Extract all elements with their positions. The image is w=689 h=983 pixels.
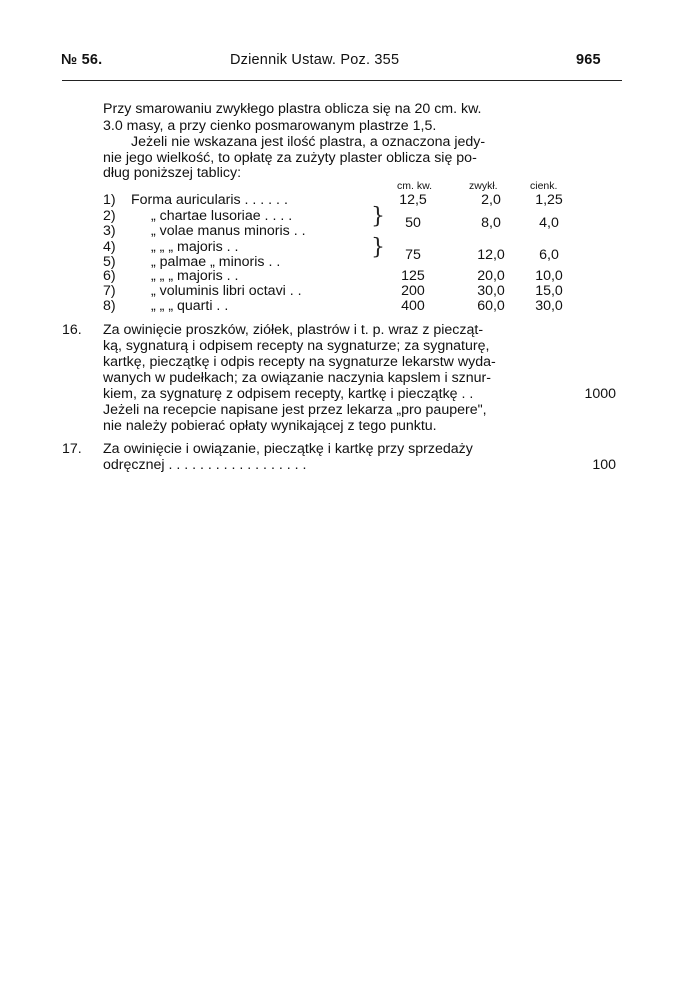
brace-rows-4-5: } <box>371 235 385 260</box>
row-cm: 125 <box>401 268 425 284</box>
row-cienk: 1,25 <box>535 192 563 208</box>
row-zwykl: 60,0 <box>477 298 505 314</box>
row-index: 1) <box>103 192 116 208</box>
col-header-cienk: cienk. <box>530 180 558 192</box>
row-index: 6) <box>103 268 116 284</box>
row-cienk: 30,0 <box>535 298 563 314</box>
page-number: 965 <box>576 52 601 68</box>
row-label: Forma auricularis . . . . . . <box>131 192 288 208</box>
item-17-line-1: Za owinięcie i owiązanie, pieczątkę i kartkę przy sprzedaży <box>103 441 473 457</box>
item-16-line-5: kiem, za sygnaturę z odpisem recepty, kartkę i pieczątkę . . <box>103 386 474 402</box>
item-16-line-1: Za owinięcie proszków, ziółek, plastrów i t. p. wraz z piecząt- <box>103 322 484 338</box>
row-cienk: 15,0 <box>535 283 563 299</box>
row-label: „ „ „ quarti . . <box>151 298 229 314</box>
issue-number: № 56. <box>61 52 103 68</box>
row-zwykl: 8,0 <box>481 215 501 231</box>
row-index: 8) <box>103 298 116 314</box>
row-zwykl: 20,0 <box>477 268 505 284</box>
row-zwykl: 12,0 <box>477 247 505 263</box>
row-cm: 12,5 <box>399 192 427 208</box>
row-index: 2) <box>103 208 116 224</box>
row-label: „ palmae „ minoris . . <box>151 254 281 270</box>
item-17-number: 17. <box>62 441 82 457</box>
item-16-line-7: nie należy pobierać opłaty wynikającej z tego punktu. <box>103 418 437 434</box>
col-header-cm: cm. kw. <box>397 180 433 192</box>
intro-line-3: Jeżeli nie wskazana jest ilość plastra, a oznaczona jedy- <box>131 134 486 150</box>
intro-line-4: nie jego wielkość, to opłatę za zużyty plaster oblicza się po- <box>103 150 477 166</box>
row-label: „ voluminis libri octavi . . <box>151 283 302 299</box>
item-16-line-6: Jeżeli na recepcie napisane jest przez lekarza „pro paupere", <box>103 402 487 418</box>
row-index: 7) <box>103 283 116 299</box>
col-header-zwykl: zwykł. <box>469 180 498 192</box>
row-index: 5) <box>103 254 116 270</box>
row-index: 4) <box>103 239 116 255</box>
row-zwykl: 30,0 <box>477 283 505 299</box>
journal-title: Dziennik Ustaw. Poz. 355 <box>230 52 400 68</box>
item-16-line-4: wanych w pudełkach; za owiązanie naczynia kapslem i sznur- <box>103 370 491 386</box>
intro-line-5: dług poniższej tablicy: <box>103 165 242 181</box>
intro-line-2: 3.0 masy, a przy cienko posmarowanym plastrze 1,5. <box>103 118 437 134</box>
row-cm: 75 <box>405 247 421 263</box>
item-16-line-2: ką, sygnaturą i odpisem recepty na sygnaturze; za sygnaturę, <box>103 338 490 354</box>
row-zwykl: 2,0 <box>481 192 501 208</box>
brace-rows-2-3: } <box>371 204 385 229</box>
row-cienk: 6,0 <box>539 247 559 263</box>
row-cienk: 10,0 <box>535 268 563 284</box>
header-rule <box>62 80 622 81</box>
item-17-amount: 100 <box>592 457 616 473</box>
row-label: „ „ „ majoris . . <box>151 239 239 255</box>
row-cm: 200 <box>401 283 425 299</box>
item-16-amount: 1000 <box>584 386 616 402</box>
intro-line-1: Przy smarowaniu zwykłego plastra oblicza się na 20 cm. kw. <box>103 101 482 117</box>
row-cm: 50 <box>405 215 421 231</box>
row-label: „ chartae lusoriae . . . . <box>151 208 293 224</box>
row-cienk: 4,0 <box>539 215 559 231</box>
row-label: „ volae manus minoris . . <box>151 223 306 239</box>
item-17-line-2: odręcznej . . . . . . . . . . . . . . . . . . <box>103 457 307 473</box>
row-cm: 400 <box>401 298 425 314</box>
row-label: „ „ „ majoris . . <box>151 268 239 284</box>
item-16-line-3: kartkę, pieczątkę i odpis recepty na sygnaturze lekarstw wyda- <box>103 354 496 370</box>
item-16-number: 16. <box>62 322 82 338</box>
row-index: 3) <box>103 223 116 239</box>
